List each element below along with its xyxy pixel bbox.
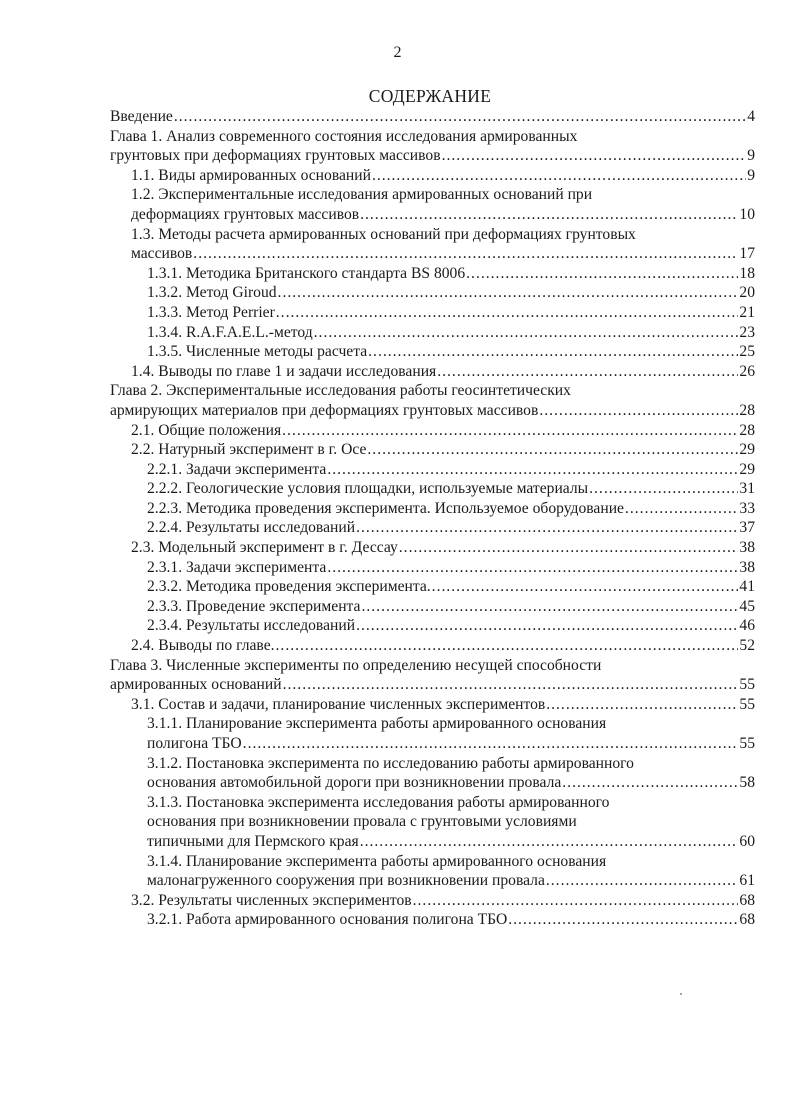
toc-entry [110, 656, 755, 695]
toc-page-number: 61 [739, 872, 755, 890]
toc-page-number: 37 [739, 519, 755, 537]
toc-page-number: 45 [739, 597, 755, 615]
toc-entry-line [131, 636, 755, 656]
toc-page-number: 28 [739, 421, 755, 439]
toc-entry [110, 381, 755, 420]
dot-leader [399, 538, 739, 558]
toc-entry-text: 2.2.3. Методика проведения эксперимента. Используемое оборудование [147, 499, 624, 517]
dot-leader [193, 244, 738, 264]
dot-leader [546, 871, 739, 891]
toc-entry-text: армированных оснований [110, 676, 282, 694]
dot-leader [314, 323, 739, 343]
toc-entry-text: 1.2. Экспериментальные исследования армированных оснований при [131, 186, 593, 204]
dot-leader [243, 734, 739, 754]
toc-entry-line [147, 342, 755, 362]
toc-entry-text: основания автомобильной дороги при возникновении провала [147, 774, 562, 792]
dot-leader [413, 891, 739, 911]
toc-entry-line [147, 264, 755, 284]
toc-entry-line [147, 303, 755, 323]
toc-entry-text: 2.2. Натурный эксперимент в г. Осе [131, 441, 367, 459]
toc-entry-text: 3.2. Результаты численных экспериментов [131, 891, 412, 909]
toc-page-number: 26 [739, 362, 755, 380]
toc-entry-line [147, 558, 755, 578]
dot-leader [368, 342, 738, 362]
table-of-contents [110, 107, 755, 930]
toc-page-number: 9 [747, 166, 755, 184]
toc-entry [110, 225, 755, 264]
toc-entry-line [147, 499, 755, 519]
toc-entry-text: деформациях грунтовых массивов [131, 205, 360, 223]
toc-entry-text: 3.1.3. Постановка эксперимента исследования работы армированного [147, 793, 610, 811]
toc-page-number: 4 [747, 108, 755, 125]
toc-page-number: 68 [739, 911, 755, 929]
toc-entry-line [110, 107, 755, 127]
toc-entry-line [131, 166, 755, 186]
toc-page-number: 55 [739, 735, 755, 752]
toc-entry-text: 2.3.4. Результаты исследований [147, 617, 356, 635]
toc-entry [110, 479, 755, 499]
toc-entry [110, 421, 755, 441]
toc-entry-line [147, 832, 755, 852]
toc-entry-text: грунтовых при деформациях грунтовых массивов [110, 147, 441, 165]
toc-entry [110, 127, 755, 166]
toc-entry-text: армирующих материалов при деформациях грунтовых массивов [110, 401, 539, 419]
toc-page-number: 9 [747, 147, 755, 165]
toc-entry-text: 1.3.2. Метод Giroud [147, 284, 277, 302]
toc-entry-text: 3.1.4. Планирование эксперимента работы армированного основания [147, 852, 607, 870]
toc-entry-text: полигона ТБО [147, 735, 242, 752]
dot-leader [589, 479, 738, 499]
dot-leader [437, 362, 738, 382]
toc-entry [110, 303, 755, 323]
toc-entry-text: 3.1.2. Постановка эксперимента по исследованию работы армированного [147, 754, 634, 772]
toc-entry-line [147, 577, 755, 597]
toc-entry [110, 695, 755, 715]
toc-page-number: 55 [739, 695, 755, 713]
toc-entry [110, 342, 755, 362]
toc-entry-line [147, 283, 755, 303]
dot-leader [360, 832, 739, 852]
dot-leader [539, 401, 738, 421]
dot-leader [327, 558, 738, 578]
toc-entry [110, 460, 755, 480]
dot-leader [360, 205, 738, 225]
toc-entry-text: типичными для Пермского края [147, 832, 359, 850]
toc-entry [110, 107, 755, 127]
toc-entry-text: 1.3. Методы расчета армированных оснований при деформациях грунтовых [131, 225, 636, 243]
dot-leader [442, 146, 747, 166]
toc-page-number: 41 [739, 578, 755, 596]
dot-leader [361, 597, 738, 617]
toc-entry-line [147, 910, 755, 930]
toc-entry-line [131, 695, 755, 715]
toc-entry-line [147, 597, 755, 617]
dot-leader [174, 107, 746, 127]
toc-entry [110, 852, 755, 891]
toc-entry-text: Глава 1. Анализ современного состояния исследования армированных [110, 127, 578, 145]
toc-page-number: 58 [739, 774, 755, 792]
toc-entry-text: 1.3.1. Методика Британского стандарта BS 8006 [147, 264, 466, 282]
toc-entry [110, 891, 755, 911]
toc-entry-line [147, 323, 755, 343]
toc-page-number: 31 [739, 480, 755, 498]
toc-page-number: 29 [739, 441, 755, 459]
toc-entry [110, 518, 755, 538]
toc-entry-text: 2.1. Общие положения [131, 421, 282, 439]
toc-page-number: 38 [739, 558, 755, 576]
toc-entry-text: Глава 2. Экспериментальные исследования работы геосинтетических [110, 382, 571, 400]
toc-entry-text: Введение [110, 108, 173, 125]
toc-entry-text: массивов [131, 245, 193, 263]
dot-leader [283, 675, 739, 695]
toc-page-number: 23 [739, 323, 755, 341]
toc-entry-line [147, 460, 755, 480]
toc-entry [110, 636, 755, 656]
scan-speck [680, 993, 682, 995]
toc-entry-text: 3.1.1. Планирование эксперимента работы армированного основания [147, 715, 607, 733]
toc-entry [110, 910, 755, 930]
toc-page-number: 10 [739, 205, 755, 223]
toc-entry [110, 283, 755, 303]
toc-page-number: 33 [739, 499, 755, 517]
toc-entry-text: 2.4. Выводы по главе. [131, 637, 275, 655]
toc-entry [110, 538, 755, 558]
dot-leader [562, 773, 738, 793]
page-number: 2 [393, 44, 402, 61]
toc-entry-line [131, 205, 755, 225]
toc-entry-text: 1.3.5. Численные методы расчета [147, 343, 368, 361]
toc-entry-text: 1.3.4. R.A.F.A.E.L.-метод [147, 323, 313, 341]
toc-page-number: 55 [739, 676, 755, 694]
toc-entry-text: Глава 3. Численные эксперименты по определению несущей способности [110, 656, 602, 674]
toc-entry-line [110, 401, 755, 421]
toc-page-number: 28 [739, 401, 755, 419]
toc-entry-line [147, 479, 755, 499]
toc-page-number: 17 [739, 245, 755, 263]
toc-entry [110, 440, 755, 460]
toc-page-number: 20 [739, 284, 755, 302]
toc-entry-text: 1.3.3. Метод Perrier [147, 303, 275, 321]
toc-entry [110, 793, 755, 852]
toc-entry-text: 3.2.1. Работа армированного основания полигона ТБО [147, 911, 508, 929]
toc-entry-text: 2.3.3. Проведение эксперимента [147, 597, 361, 615]
toc-entry [110, 754, 755, 793]
toc-entry-text: 2.2.1. Задачи эксперимента [147, 460, 327, 478]
toc-entry-text: 1.1. Виды армированных оснований [131, 166, 371, 184]
toc-title: СОДЕРЖАНИЕ [368, 86, 492, 106]
toc-entry-text: 1.4. Выводы по главе 1 и задачи исследования [131, 362, 437, 380]
toc-entry [110, 714, 755, 753]
toc-entry-line [147, 773, 755, 793]
toc-entry-line [110, 675, 755, 695]
toc-entry-line [147, 616, 755, 636]
toc-entry-text: 3.1. Состав и задачи, планирование численных экспериментов [131, 695, 546, 713]
toc-entry [110, 597, 755, 617]
toc-entry-text: 2.3. Модельный эксперимент в г. Дессау [131, 539, 398, 557]
dot-leader [327, 460, 738, 480]
toc-page-number: 29 [739, 460, 755, 478]
toc-entry-line [110, 146, 755, 166]
toc-entry-line [131, 362, 755, 382]
dot-leader [356, 518, 738, 538]
toc-entry-text: 2.2.2. Геологические условия площадки, используемые материалы [147, 480, 589, 498]
toc-entry [110, 616, 755, 636]
toc-entry [110, 362, 755, 382]
dot-leader [278, 283, 739, 303]
dot-leader [625, 499, 738, 519]
toc-page-number: 46 [739, 617, 755, 635]
dot-leader [367, 440, 738, 460]
toc-page-number: 52 [739, 637, 755, 655]
toc-entry [110, 558, 755, 578]
toc-page-number: 21 [739, 303, 755, 321]
dot-leader [432, 577, 739, 597]
dot-leader [466, 264, 738, 284]
toc-entry-line [147, 734, 755, 754]
toc-page-number: 68 [739, 891, 755, 909]
toc-entry [110, 185, 755, 224]
toc-entry-line [131, 440, 755, 460]
toc-entry-line [147, 871, 755, 891]
dot-leader [372, 166, 746, 186]
toc-entry-line [131, 891, 755, 911]
dot-leader [276, 636, 739, 656]
toc-entry [110, 323, 755, 343]
toc-entry-text: 2.3.2. Методика проведения эксперимента. [147, 578, 431, 596]
toc-page-number: 60 [739, 832, 755, 850]
toc-entry-line [131, 538, 755, 558]
toc-entry [110, 577, 755, 597]
toc-entry-text: 2.2.4. Результаты исследований [147, 519, 356, 537]
dot-leader [546, 695, 738, 715]
toc-page-number: 25 [739, 343, 755, 361]
toc-entry-text: 2.3.1. Задачи эксперимента [147, 558, 327, 576]
toc-entry [110, 264, 755, 284]
toc-entry [110, 166, 755, 186]
toc-entry-line [131, 244, 755, 264]
toc-entry-line [131, 421, 755, 441]
toc-page-number: 18 [739, 264, 755, 282]
dot-leader [282, 421, 738, 441]
toc-page-number: 38 [739, 539, 755, 557]
toc-entry-text: малонагруженного сооружения при возникновении провала [147, 872, 545, 890]
toc-entry-line [147, 518, 755, 538]
dot-leader [356, 616, 738, 636]
dot-leader [508, 910, 738, 930]
dot-leader [276, 303, 739, 323]
toc-entry [110, 499, 755, 519]
toc-entry-text: основания при возникновении провала с грунтовыми условиями [147, 813, 577, 831]
